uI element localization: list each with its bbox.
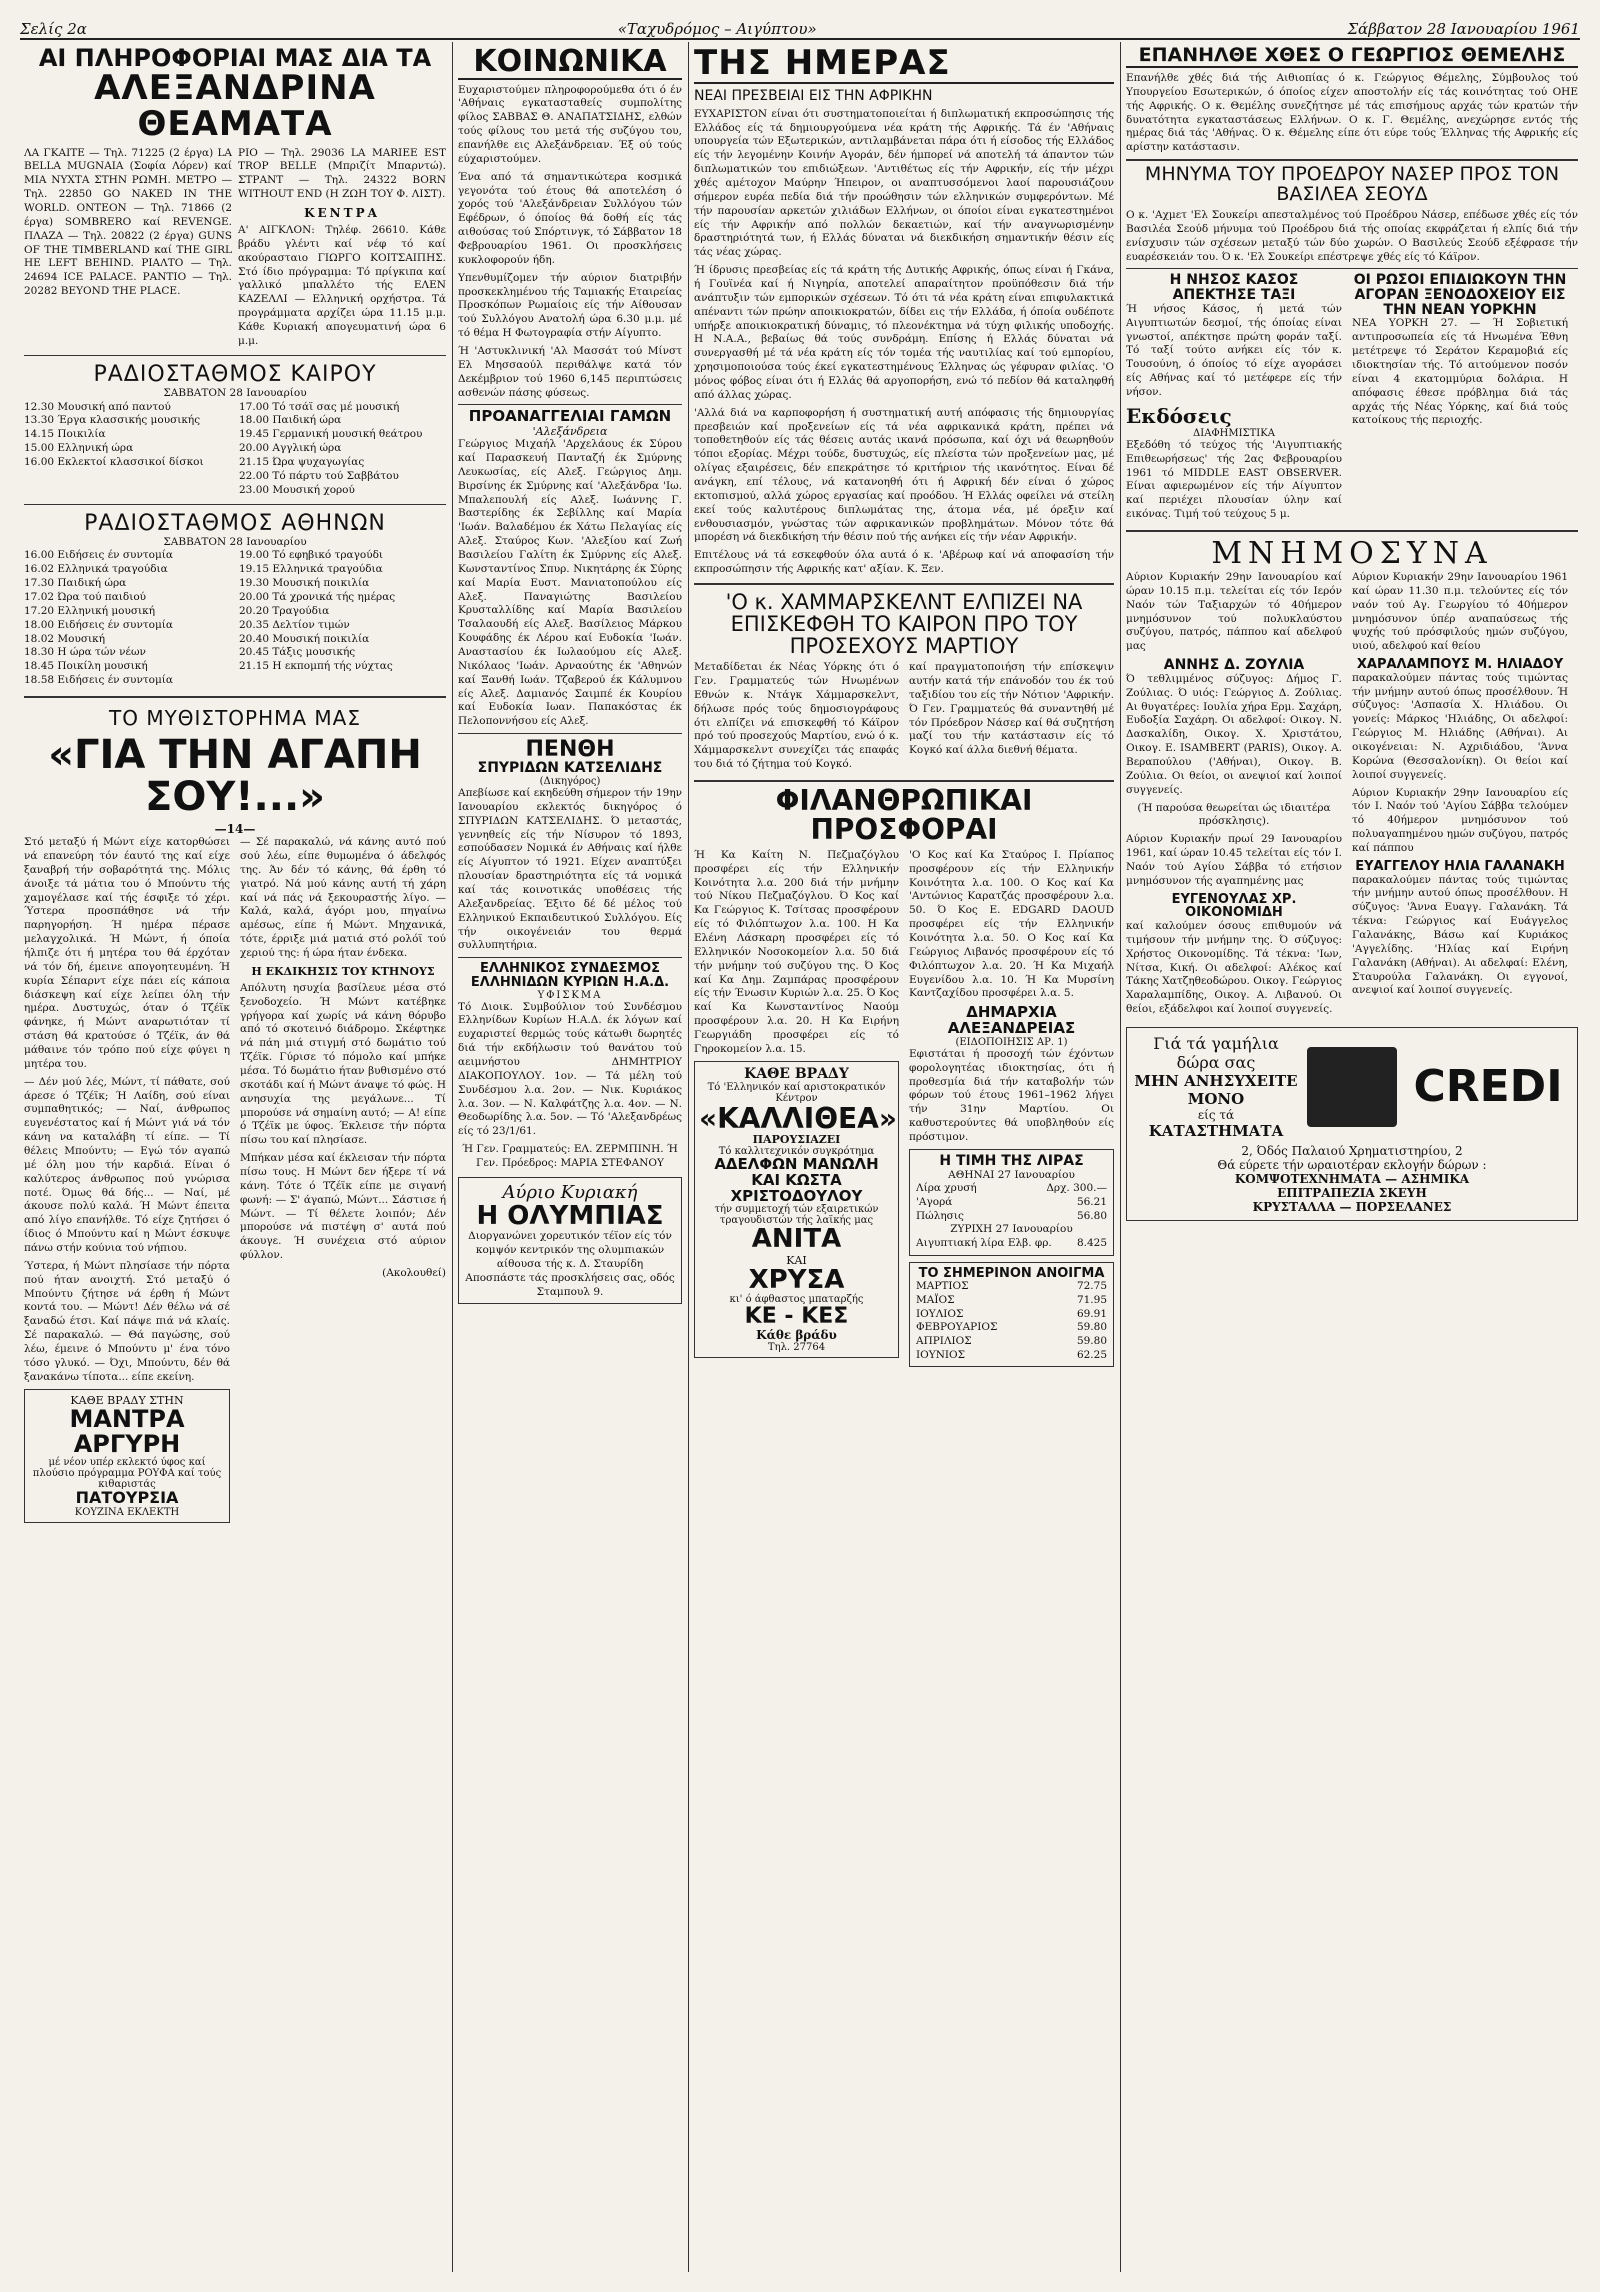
memorial-name: ΑΝΝΗΣ Δ. ΖΟΥΛΙΑ [1163, 657, 1305, 674]
table-row [914, 1349, 1109, 1363]
radio-program-item: 20.00 Αγγλική ώρα [239, 442, 342, 455]
novel-paragraph: Στό μεταξύ ή Μώντ είχε κατορθώσει νά επανεύρη τόν έαυτό της καί είχε ξαναβρή τήν σοβαρότητά της. Μόλις άνοιξε τά μάτια του ό Μπούντυ τής χαμογέλασε καί τής έσφιξε τό χέρι. Ύστερα προσπάθησε νά τήν παρηγορήση. Ή ημέρα πέρασε μελαγχολικά. Ή Μώντ, ή όποία ήλπιζε ότι ή μητέρα του θά έρχόταν νά τόν δή, έμεινε απογοητευμένη. Ή κυρία Σέπαρντ είχε πάει είς κάποια διάσκεψη καί είχε λείπει όλη τήν ημέρα. Δυστυχώς, όταν ό Τζέϊκ φάνηκε, ή Μώντ αναρωτιόταν τί στάση θά κρατούσε ό Τζέϊκ, άν θά μάθαινε τόν τρόπο πού είχε φύγει η μητέρα του. [24, 836, 230, 1070]
ad-address: 2, Όδός Παλαιού Χρηματιστηρίου, 2 [1241, 1143, 1463, 1158]
divider [694, 780, 1114, 782]
ad-text: ΕΠΙΤΡΑΠΕΖΙΑ ΣΚΕΥΗ [1277, 1185, 1427, 1200]
news-headline: 'Ο κ. ΧΑΜΜΑΡΣΚΕΛΝΤ ΕΛΠΙΖΕΙ ΝΑ ΕΠΙΣΚΕΦΘΗ ΤΟ ΚΑΙΡΟΝ ΠΡΟ ΤΟΥ ΠΡΟΣΕΧΟΥΣ ΜΑΡΤΙΟΥ [725, 590, 1083, 659]
memorial-name: ΕΥΓΕΝΟΥΛΑΣ ΧΡ. ΟΙΚΟΝΟΜΙΔΗ [1171, 891, 1297, 921]
radio-program-item: 21.15 Ώρα ψυχαγωγίας [239, 456, 365, 469]
row-label: ΑΠΡΙΛΙΟΣ [916, 1334, 972, 1347]
radio-program-item: 19.00 Τό εφηβικό τραγούδι [239, 549, 384, 562]
ad-singer: ΧΡΥΣΑ [748, 1264, 845, 1295]
news-headline: Η ΝΗΣΟΣ ΚΑΣΟΣ ΑΠΕΚΤΗΣΕ ΤΑΞΙ [1169, 272, 1299, 304]
editorial-paragraph: Επιτέλους νά τά εσκεφθούν όλα αυτά ό κ. 'Αβέρωφ καί νά αποφασίση τήν εκπροσώπησιν τής Αφρικής κατ' αξίαν. Κ. Ξεν. [694, 549, 1114, 576]
divider [24, 504, 446, 505]
novel-body [24, 836, 446, 1523]
radio-program-item: 19.45 Γερμανική μουσική θεάτρου [239, 428, 423, 441]
ad-text: είς τά [1197, 1107, 1235, 1122]
divider [694, 583, 1114, 585]
news-block [1126, 273, 1578, 526]
radio-cairo-left [24, 401, 231, 498]
table-row [914, 1182, 1109, 1196]
radio-program-item: 18.58 Ειδήσεις έν συντομία [24, 674, 173, 687]
radio-program-item: 16.00 Ειδήσεις έν συντομία [24, 549, 173, 562]
editorial-subheading: ΝΕΑΙ ΠΡΕΣΒΕΙΑΙ ΕΙΣ ΤΗΝ ΑΦΡΙΚΗΝ [694, 87, 933, 104]
page-number: Σελίς 2α [20, 20, 87, 38]
radio-program-item: 23.00 Μουσική χορού [239, 483, 355, 496]
column-rule [688, 42, 689, 2272]
novel-subheading: Η ΕΚΔΙΚΗΣΙΣ ΤΟΥ ΚΤΗΝΟΥΣ [251, 964, 435, 978]
ad-text: Τό καλλιτεχνικόν συγκρότημα [718, 1146, 875, 1158]
ad-text: ΚΡΥΣΤΑΛΛΑ — ΠΟΡΣΕΛΑΝΕΣ [1252, 1199, 1452, 1214]
cinema-listings [24, 147, 446, 349]
weddings-heading: ΠΡΟΑΝΑΓΓΕΛΙΑΙ ΓΑΜΩΝ [468, 407, 672, 426]
editorial-paragraph: 'Αλλά διά να καρποφορήση ή συστηματική αυτή απόφασις τής δημιουργίας πρεσβειών καί προξενείων είς τά νέα αφρικανικά κράτη, πρέπει νά τοποθετηθούν είς τάς θέσεις αυτάς ικανά πρόσωπα, καί όχι νά θεωρηθούν τόποι εξορίας. Μέχρι τούδε, δυστυχώς, είς πλείστα τών προξενείων μας, μέ ολίγας εξαιρέσεις, δέν επεκράτησε τό κριτήριον τής ικανότητος. Είναι δέ ανάγκη, επί τέλους, νά κατανοηθή ότι ή Αφρική δέν είναι ό χώρος εκτοπισμού, αλλά χώρος εργασίας καί προόδου. Ή Ελλάς οφείλει νά στείλη εκεί τούς καλυτέρους διπλωμάτας της, άτομα νέα, μέ όρεξιν καί ενθουσιασμόν, γνώστας τών αφρικανικών προβλημάτων. Μόνον τότε θά μπορέση νά διεκδικήση τήν θέσιν πού τής ανήκει είς τήν νέαν Αφρικήν. [694, 406, 1114, 544]
table-row [914, 1308, 1109, 1322]
radio-cairo-date: ΣΑΒΒΑΤΟΝ 28 Ιανουαρίου [163, 386, 307, 399]
novel-paragraph: Απόλυτη ησυχία βασίλευε μέσα στό ξενοδοχείο. Ή Μώντ κατέβηκε γρήγορα καί χωρίς νά κάνη θόρυβο από τό σκοτεινό διάδρομο. Σκέφτηκε νά πάη μιά στιγμή στό δωμάτιο τού Τζέϊκ. Γύρισε τό πόμολο καί μπήκε μέσα. Τό δωμάτιο ήταν βυθισμένο στό σκοτάδι καί ή Μώντ άναψε τό φώς. Η ανησυχία της μεγάλωνε... Τί μπορούσε νά σημαίνη αυτό; — Α! είπε ό Τζέϊκ με ύφος. Έκλεισε τήν πόρτα πίσω του καί πλησίασε. [240, 981, 446, 1147]
ad-text: μέ νέον υπέρ εκλεκτό ύφος καί πλούσιο πρόγραμμα ΡΟΥΦΑ καί τούς κιθαριστάς [32, 1456, 222, 1490]
ad-text: ΚΑΘΕ ΒΡΑΔΥ ΣΤΗΝ [70, 1393, 184, 1407]
novel-paragraph: — Δέν μού λές, Μώντ, τί πάθατε, σού άρεσε ό Τζέϊκ; Ή Λαίδη, σού είναι συμπαθητικός; — Ναί, άνθρωπος ευγενέστατος καί ή Μώντ γιά νά τόν κάνη να καταλάβη τί είπε. — Τί θέλεις Μπούντυ; — Εγώ τόν αγαπώ μέ όλη μου τήν καρδιά. Είναι ό καλύτερος άνθρωπος πού γνώρισα ποτέ. Όμως θά δής... — Ναί, μέ άκουσε πολύ καλά. Ή Μώντ έπειτα από λίγο επανήλθε. Τό είχε ζητήσει ό ίδιος ό Μπούντυ καί η Μώντ έσκυψε πάνω στήν κούνια τού νήπιου. [24, 1075, 230, 1254]
row-value: 59.80 [1076, 1321, 1107, 1334]
radio-program-item: 12.30 Μουσική από παντού [24, 400, 171, 413]
news-headline: ΕΠΑΝΗΛΘΕ ΧΘΕΣ Ο ΓΕΩΡΓΙΟΣ ΘΕΜΕΛΗΣ [1126, 46, 1578, 68]
kentra-heading: ΚΕΝΤΡΑ [304, 206, 380, 220]
ad-name: ΚΕ - ΚΕΣ [744, 1303, 849, 1329]
editorial-paragraph: ΕΥΧΑΡΙΣΤΟΝ είναι ότι συστηματοποιείται ή διπλωματική εκπροσώπησις τής Ελλάδος είς τά δημιουργούμενα νέα κράτη τής Αφρικής. Τά έν 'Αθήναις υπουργεία τών Εξωτερικών, αντιλαμβάνεται πάρα ότι ή είσοδος τής Ελλάδος είς τήν λεγομένην Κοινήν Αγοράν, δέν ήμπορεί νά αποτελή τά άπαντον τών διπλωματικών του επιδιώξεων. 'Αντιθέτως είς τήν Αφρικήν, είς τήν μέχρι χθές αμέτοχον Μαύρην Ήπειρον, οι αναπτυσσόμενοι λαοί παρουσιάζουν σήμερον ευρέα πεδία διά τήν προώθησιν τών ελληνικών συμφερόντων. Μέ τήν παρουσίαν αρκετών χιλιάδων Ελλήνων, οι όποίοι είναι εγκατεστημένοι είς τήν Αφρικήν από πολλών δεκαετιών, καί τήν αναγνωρισμένην δραστηριότητά των, ή Ελλάς δύναται νά διεκδικήση σημαντικήν θέσιν είς τάς νέας χώρας. [694, 107, 1114, 259]
row-value: 71.95 [1076, 1294, 1107, 1307]
row-label: Πώλησις [916, 1209, 964, 1222]
news-paragraph: Ο κ. 'Αχμετ 'Ελ Σουκείρι απεσταλμένος τού Προέδρου Νάσερ, επέδωσε χθές είς τόν Βασιλέα Σεούδ μήνυμα τού Προέδρου διά τής οποίας εκφράζεται ή ελπίς διά τήν ενίσχυσιν τών σχέσεων μεταξύ τών δύο χωρών. Ο Βασιλεύς Σεούδ εξέφρασε τήν ευαρέσκειάν του. Ό κ. 'Ελ Σουκείρι επέστρεψε χθές είς τό Κάϊρον. [1126, 208, 1578, 263]
editorial-paragraph: Ή ίδρυσις πρεσβείας είς τά κράτη τής Δυτικής Αφρικής, όπως είναι ή Γκάνα, ή Γουϊνέα καί ή Νιγηρία, αποτελεί απαραίτητον προϋπόθεσιν διά τήν ανάπτυξιν τών εμπορικών σχέσεων. Τό ότι τά νέα κράτη είναι επιφυλακτικά απέναντι τών πρώην αποικιοκρατών, δίδει εις τήν Ελλάδα, ή όποία ουδέποτε υπήρξε αποικιοκρατική δύναμις, τό πλεονέκτημα νά τύχη φιλικής υποδοχής. Η Ν.Α.Α., βεβαίως θά τούς συνδράμη. Επίσης ή Ελλάς δύναται νά συνεργασθή μέ τά νέα κράτη είς τόν τομέα τής ναυτιλίας καί τού εμπορίου, χρησιμοποιούσα τούς έκεί εγκατεστημένους Έλληνας ώς γέφυραν φιλίας. 'Ο μόνος φόβος είναι ότι ή Ελλάς θά αργοπορήση, ενώ τό πεδίον θά καταληφθή από άλλας χώρας. [694, 264, 1114, 401]
novel-section-title: ΤΟ ΜΥΘΙΣΤΟΡΗΜΑ ΜΑΣ [109, 706, 361, 731]
ad-kallithea [694, 1061, 899, 1358]
ad-text: Τηλ. 27764 [767, 1342, 826, 1354]
memorial-text: Αύριον Κυριακήν 29ην Ιανουαρίου 1961 καί ώραν 11.30 π.μ. τελούντες είς τόν ναόν τού Αγ. Γεωργίου τό 40ήμερον μνημόσυνον ύπέρ αναπαύσεως τής ψυχής τού πρόσφιλούς ημών συζύγου, υιού, αδελφού καί θείου [1352, 570, 1568, 653]
mourning-name: ΣΠΥΡΙΔΩΝ ΚΑΤΣΕΛΙΔΗΣ [477, 760, 663, 777]
memorials-heading: ΜΝΗΜΟΣΥΝΑ [1211, 535, 1493, 571]
radio-program-item: 18.02 Μουσική [24, 632, 105, 645]
radio-athens-schedule [24, 549, 446, 688]
ad-text: ΠΑΤΟΥΡΣΙΑ [75, 1487, 179, 1507]
ad-text: ΚΟΥΖΙΝΑ ΕΚΛΕΚΤΗ [74, 1506, 180, 1518]
decorative-image [1307, 1047, 1397, 1127]
column-rule [452, 42, 453, 2272]
radio-program-item: 13.30 Έργα κλασσικής μουσικής [24, 414, 201, 427]
novel-paragraph: Μπήκαν μέσα καί έκλεισαν τήν πόρτα πίσω τους. Η Μώντ δεν ήξερε τί νά κάνη. Τότε ό Τζέϊκ είπε με σιγανή φωνή: — Σ' άγαπώ, Μώντ... Σάστισε ή Μώντ. — Τί θέλετε λοιπόν; Δέν μπορούσε νά πιστέψη σ' αυτά πού άκουγε. Ή συνέχεια στό αύριον φύλλον. [240, 1152, 446, 1262]
divider [1126, 159, 1578, 161]
ad-text: ΚΑΤΑΣΤΗΜΑΤΑ [1148, 1121, 1284, 1140]
social-paragraph: Ένα από τά σημαντικώτερα κοσμικά γεγονότα τού έτους θά αποτελέση ό χορός τού 'Αλεξάνδρειαν Συλλόγου τών Εφέδρων, ό όποίος θά δοθή είς τάς αιθούσας τού Σπόρτινγκ, τό Σάββατον 18 Φεβρουαρίου 1961. Οι προσκλήσεις κυκλοφορούν ήδη. [458, 170, 682, 266]
news-headline: ΟΙ ΡΩΣΟΙ ΕΠΙΔΙΩΚΟΥΝ ΤΗΝ ΑΓΟΡΑΝ ΞΕΝΟΔΟΧΕΙΟΥ ΕΙΣ ΤΗΝ ΝΕΑΝ ΥΟΡΚΗΝ [1353, 272, 1567, 318]
ad-mantra-argyri [24, 1389, 230, 1523]
radio-cairo-right [239, 401, 446, 498]
row-value: 69.91 [1076, 1307, 1107, 1320]
association-sub: ΥΦΙΣΚΜΑ [537, 989, 603, 1001]
radio-athens-title: ΡΑΔΙΟΣΤΑΘΜΟΣ ΑΘΗΝΩΝ [84, 510, 386, 536]
radio-program-item: 22.00 Τό πάρτυ τού Σαββάτου [239, 469, 399, 482]
table-row [914, 1237, 1109, 1251]
row-value: 8.425 [1076, 1237, 1107, 1250]
philanthropy-paragraph: Ή Κα Καίτη Ν. Πεζμαζόγλου προσφέρει είς τήν Ελληνικήν Κοινότητα λ.α. 200 διά τήν μνήμην τού Νίκου Πεζμαζόγλου. Ό Κος καί Κα Γεώργιος Κ. Τσίτσας προσφέρουν είς τό Φιλόπτωχον λ.α. 100. Η Κα Ελένη Λάσκαρη προσφέρει είς τό Ελληνικόν Νοσοκομείον λ.α. 50 διά τήν μνήμην τού συζύγου της. Ό Κος καί Κα Δημ. Ζαμπάρας προσφέρουν είς τήν Ένωσιν Κυριών λ.α. 25. Ό Κος καί Κα Κωνσταντίνος Ναούμ προσφέρουν λ.α. 20. Η Κα Ειρήνη Γεωργιάδη προσφέρει είς τό Γηροκομείον λ.α. 15. [694, 848, 899, 1055]
memorials-body [1126, 571, 1578, 1021]
lira-athens: ΑΘΗΝΑΙ 27 Ιανουαρίου [948, 1168, 1075, 1181]
memorial-text: Αύριον Κυριακήν πρωί 29 Ιανουαρίου 1961, καί ώραν 10.45 τελείται είς τόν Ι. Ναόν τού Αγίου Σάββα τό ετήσιον μνημόσυνον τής αγαπημένης μας [1126, 833, 1342, 887]
publications-heading: Εκδόσεις [1126, 403, 1232, 428]
row-label: Αιγυπτιακή λίρα Ελβ. φρ. [916, 1237, 1052, 1250]
radio-cairo-schedule [24, 401, 446, 498]
page-header [20, 14, 1580, 40]
radio-program-item: 20.35 Δελτίον τιμών [239, 618, 350, 631]
municipality-sub: (ΕΙΔΟΠΟΙΗΣΙΣ ΑΡ. 1) [955, 1036, 1068, 1048]
radio-program-item: 18.00 Ειδήσεις έν συντομία [24, 618, 173, 631]
lira-table [914, 1237, 1109, 1251]
ad-text: Γιά τά γαμήλια δώρα σας [1153, 1033, 1279, 1072]
row-label: Λίρα χρυσή [916, 1182, 977, 1195]
divider [24, 355, 446, 356]
kentra-text: Α' ΑΙΓΚΛΟΝ: Τηλέφ. 26610. Κάθε βράδυ γλέντι καί νέφ τό καί ακούρασταιο ΓΙΩΡΓΟ ΚΟΙΤΣΑΙΠΗΣ. Στό ίδιο πρόγραμμα: Τό πρίγκιπα καί γαλλικό μπαλλέτο τής ΕΛΕΝ ΚΑΖΕΛΛΙ — Ελληνική ορχήστρα. Τά προγράμματα αρχίζει ώρα 11.15 μ.μ. Κάθε Κυριακή απογευματινή ώρα 6 μ.μ. [238, 224, 446, 347]
divider [1126, 268, 1578, 269]
divider [458, 733, 682, 734]
radio-athens-right [239, 549, 446, 688]
ad-text: Κάθε βράδυ [756, 1328, 837, 1343]
memorial-name: ΧΑΡΑΛΑΜΠΟΥΣ Μ. ΗΛΙΑΔΟΥ [1356, 657, 1564, 673]
ad-name: ΜΑΝΤΡΑ ΑΡΓΥΡΗ [69, 1404, 185, 1458]
cotton-table [914, 1280, 1109, 1362]
ad-text: κι' ό άφθαστος μπαταρζής [729, 1293, 864, 1305]
radio-program-item: 17.02 Ώρα τού παιδιού [24, 591, 147, 604]
mourning-heading: ΠΕΝΘΗ [525, 737, 615, 763]
ad-text: ΜΟΝΟ [1187, 1089, 1245, 1108]
column-rule [1120, 42, 1121, 2272]
ad-text: Αύριο Κυριακή [502, 1181, 638, 1203]
ad-text: ΠΑΡΟΥΣΙΑΖΕΙ [752, 1133, 841, 1147]
ad-text: Θά εύρετε τήν ωραιοτέραν εκλογήν δώρων : [1217, 1157, 1487, 1172]
social-paragraph: Ευχαριστούμεν πληροφορούμεθα ότι ό έν 'Αθήναις εγκατασταθείς συμπολίτης φίλος ΣΑΒΒΑΣ Θ. ΑΝΑΠΑΤΣΙΔΗΣ, ελθών τούς φίλους του μετά τής συζύγου του, επανήλθε εις Αλεξάνδρειαν. Έξ ού τούς εύχαριστούμεν. [458, 83, 682, 165]
memorial-text: Αύριον Κυριακήν 29ην Ιανουαρίου καί ώραν 10.15 π.μ. τελείται είς τόν Ιερόν Ναόν τών Ταξιαρχών τό 40ήμερον μνημόσυνον τού πολυκλαύστου συζύγου, πατρός, πάππου καί αδελφού μας [1126, 570, 1342, 653]
ad-text: τήν συμμετοχή τών εξαιρετικών τραγουδιστών τής λαϊκής μας [714, 1204, 879, 1227]
radio-program-item: 16.00 Εκλεκτοί κλασσικοί δίσκοι [24, 456, 204, 469]
row-value: 72.75 [1076, 1280, 1107, 1293]
novel-paragraph: Ύστερα, ή Μώντ πλησίασε τήν πόρτα πού ήταν ανοιχτή. Στό μεταξύ ό Μπούντυ ζήτησε νά έρθη ή Μώντ κοντά του. — Μώντ! Δέν θέλω νά σέ ξαναδώ έτσι. Καί πάψε πιά νά κλαίς. Σέ παρακαλώ. — Θά παγώσης, σού λέω, έμεινε ό Μπούντυ μ' ένα τόνο τόσο γλυκό. — Όχι, Μπούντυ, δέν θά ξανακάνω τίποτα... είπε εκείνη. [24, 1259, 230, 1383]
section-title: ΚΟΙΝΩΝΙΚΑ [458, 46, 682, 80]
radio-program-item: 18.00 Παιδική ώρα [239, 414, 342, 427]
ad-text: ΚΟΜΨΟΤΕΧΝΗΜΑΤΑ — ΑΣΗΜΙΚΑ [1234, 1171, 1470, 1186]
novel-part: —14— [214, 822, 256, 837]
novel-paragraph: — Σέ παρακαλώ, νά κάνης αυτό πού σού λέω, είπε θυμωμένα ό άδελφός της. Άν δέν τό κάνης, θά έρθη τό γιατρό. Νά μού κάνης αυτή τή χάρη καί νά πάς νά ξεκουραστής λίγο. — Καλά, καλά, άγόρι μου, πηγαίνω αμέσως, είπε ή Μώντ. Μηχανικά, τότε, έρριξε μιά ματιά στό ρολόϊ τού χεριού της: ή ώρα ήταν ένδεκα. [240, 836, 446, 959]
column-news-memorials [1126, 46, 1578, 2272]
row-label: ΦΕΒΡΟΥΑΡΙΟΣ [916, 1321, 998, 1334]
radio-program-item: 15.00 Ελληνική ώρα [24, 442, 134, 455]
radio-program-item: 17.30 Παιδική ώρα [24, 577, 127, 590]
news-paragraph: Επανήλθε χθές διά τής Αιθιοπίας ό κ. Γεώργιος Θέμελης, Σύμβουλος τού Υπουργείου Εσωτερικών, ό όποίος είχεν αποστολήν είς τάς κοινότητας τού ΟΗΕ τής Αφρικής. Ο κ. Θεμέλης συνεζήτησε μέ τάς επισήμους αρχάς τών κρατών τήν δυνατότητα εγκαταστάσεως Ελλήνων. Ο κ. Γ. Θεμέλης, ανεχώρησε εντός τής ημέρας διά τάς 'Αθήνας. Ό κ. Θέμελης είπε ότι εύρε τούς Έλληνας τής Αφρικής είς αρίστην κατάστασιν. [1126, 71, 1578, 154]
memorial-relatives: Ό τεθλιμμένος σύζυγος: Δήμος Γ. Ζούλιας. Ό υιός: Γεώργιος Δ. Ζούλιας. Αι θυγατέρες: Ιουλία χήρα Ερμ. Σαχάρη, Ευδοξία Σαχάρη. Οι αδελφοί: Οικογ. Ν. Δασκαλίδη, Οικογ. Χ. Χριστάτου, Οικογ. Ε. ISAMBERT (PARIS), Οικογ. Α. Βεραπούλου ('Αθήναι), Οικογ. Β. Ζούλια. Οι θείοι, οι ανεψιοί καί λοιποί συγγενείς. [1126, 672, 1342, 796]
cinema-list-left: ΛΑ ΓΚΑΙΤΕ — Τηλ. 71225 (2 έργα) LA BELLA MUGNAIA (Σοφία Λόρεν) καί ΜΙΑ ΝΥΧΤΑ ΣΤΗΝ ΡΩΜΗ. ΜΕΤΡΟ — Τηλ. 22850 GO NAKED IN THE WORLD. ΟΝΤΕΟΝ — Τηλ. 71866 (2 έργα) SOMBRERO καί REVENGE. ΠΛΑΖΑ — Τηλ. 20822 (2 έργα) GUNS OF THE TIMBERLAND καί THE GIRL HE LEFT BEHIND. ΡΙΑΛΤΟ — Τηλ. 24694 ICE PALACE. ΡΑΝΤΙΟ — Τηλ. 20282 BEYOND THE PLACE. [24, 146, 232, 298]
memorial-name: ΕΥΑΓΓΕΛΟΥ ΗΛΙΑ ΓΑΛΑΝΑΚΗ [1355, 858, 1565, 874]
ad-text: ΚΑΙ [786, 1253, 807, 1267]
novel-continues: (Ακολουθεί) [382, 1266, 446, 1279]
ad-name: «ΚΑΛΛΙΘΕΑ» [699, 1101, 897, 1135]
radio-program-item: 20.00 Τά χρονικά τής ημέρας [239, 591, 396, 604]
radio-program-item: 16.02 Ελληνικά τραγούδια [24, 563, 168, 576]
lira-heading: Η ΤΙΜΗ ΤΗΣ ΛΙΡΑΣ [939, 1152, 1084, 1169]
memorial-relatives: παρακαλούμεν πάντας τούς τιμώντας τήν μνήμην αυτού όπως προσέλθουν. Ή σύζυγος: 'Ασπασία Χ. Ηλιάδου. Οι γονείς: Μάρκος 'Ηλιάδης, Οι αδελφοί: Γεώργιος Μ. Ηλιάδης (Αθήναι). Αι οικογένειαι: Ν. Αχριδιάδου, 'Άννα Κορώνα (Θεσσαλονίκη). Οι θείοι καί λοιποί συγγενείς. [1352, 671, 1568, 781]
cotton-heading: ΤΟ ΣΗΜΕΡΙΝΟΝ ΑΝΟΙΓΜΑ [918, 1265, 1105, 1281]
radio-program-item: 14.15 Ποικιλία [24, 428, 106, 441]
philanthropy-body [694, 849, 1114, 1367]
table-row [914, 1280, 1109, 1294]
table-row [914, 1210, 1109, 1224]
cinema-list-right: ΡΙΟ — Τηλ. 29036 LA MARIEE EST TROP BELLE (Μπριζίτ Μπαρντώ). ΣΤΡΑΝΤ — Τηλ. 24322 BORN WITHOUT END (Η ΖΩΗ ΤΟΥ Φ. ΛΙΣΤ). [238, 146, 446, 201]
section-title: ΑΙ ΠΛΗΡΟΦΟΡΙΑΙ ΜΑΣ ΔΙΑ ΤΑ [38, 46, 432, 72]
memorial-relatives: παρακαλούμεν πάντας τούς τιμώντας τήν μνήμην αυτού όπως προσέλθουν. Η σύζυγος: 'Άννα Ευαγγ. Γαλανάκη. Τά τέκνα: Γεώργιος καί Ευάγγελος Γαλανάκης, Βάσω καί Κυριάκος 'Αγγελίδης. 'Ηλίας καί Ειρήνη Γαλανάκη (Αθήναι). Αι αδελφαί: Ελένη, Σταυρούλα Γαλανάκη. Οι εγγονοί, ανεψιοί καί λοιποί συγγενείς. [1352, 873, 1568, 997]
mourning-sub: (Δικηγόρος) [539, 775, 601, 787]
row-label: 'Αγορά [916, 1196, 953, 1208]
row-value: 59.80 [1076, 1334, 1107, 1347]
memorial-relatives: καί καλούμεν όσους επιθυμούν νά τιμήσουν τήν μνήμην της. Ό σύζυγος: Χρήστος Οικονομίδης. Τά τέκνα: 'Ιων, Νίτσα, Κική. Οι αδελφοί: Αλέκος καί Τάκης Χατζηθεοδώρου. Οικογ. Γεώργιος Χαραλαμπίδης, Οικογ. Α. Λιβανού. Οι θείοι, εξάδελφοι καί λοιποί συγγενείς. [1126, 919, 1342, 1016]
divider [458, 404, 682, 405]
municipality-text: Εφιστάται ή προσοχή τών έχόντων φορολογητέας ιδιοκτησίας, ότι ή προθεσμία διά τήν καταβολήν τών φόρων τού έτους 1961–1962 λήγει τήν 31ην Μαρτίου. Οι καθυστερούντες θά υποβληθούν είς πρόστιμον. [909, 1047, 1114, 1143]
news-headline: ΜΗΝΥΜΑ ΤΟΥ ΠΡΟΕΔΡΟΥ ΝΑΣΕΡ ΠΡΟΣ ΤΟΝ ΒΑΣΙΛΕΑ ΣΕΟΥΔ [1144, 163, 1560, 206]
news-paragraph: ΝΕΑ ΥΟΡΚΗ 27. — Ή Σοβιετική αντιπροσωπεία είς τά Ηνωμένα Έθνη μετέτρεψε τό Σεράτον Κεραμοβιά είς ιδιοκτησίαν τής. Τό αιτούμενον ποσόν είναι 4 εκατομμύρια δολάρια. Η απόφασις έθεσε πρόβλημα διά τάς αρχάς τής Νέας Υόρκης, καί διά τούς κατοίκους τής περιοχής. [1352, 317, 1568, 427]
municipality-heading: ΔΗΜΑΡΧΙΑ ΑΛΕΞΑΝΔΡΕΙΑΣ [947, 1003, 1076, 1038]
divider [24, 696, 446, 698]
radio-program-item: 21.15 Η εκπομπή τής νύχτας [239, 660, 393, 673]
section-title: ΤΗΣ ΗΜΕΡΑΣ [694, 46, 1114, 84]
ad-artists: ΑΔΕΛΦΩΝ ΜΑΝΩΛΗ ΚΑΙ ΚΩΣΤΑ ΧΡΙΣΤΟΔΟΥΛΟΥ [714, 1155, 879, 1205]
row-value: 56.80 [1076, 1209, 1107, 1222]
ad-text: Τό 'Ελληνικόν καί αριστοκρατικόν Κέντρον [707, 1081, 886, 1104]
row-value: 62.25 [1076, 1348, 1107, 1361]
lira-box [909, 1149, 1114, 1256]
news-paragraph: καί πραγματοποιήση τήν επίσκεψιν αυτήν κατά τήν επάνοδόν του έκ τού ταξιδίου του είς τήν Νότιον 'Αφρικήν. Ό Γεν. Γραμματεύς θά συναντηθή μέ τόν Πρόεδρον Νάσερ καί θά συζητήση μαζί του τήν κατάστασιν είς τό Κογκό καί άλλα διεθνή θέματα. [909, 661, 1114, 757]
weddings-subheading: 'Αλεξάνδρεια [532, 425, 608, 439]
philanthropy-headline: ΦΙΛΑΝΘΡΩΠΙΚΑΙ ΠΡΟΣΦΟΡΑΙ [775, 784, 1033, 847]
table-row [914, 1335, 1109, 1349]
row-label: ΙΟΥΛΙΟΣ [916, 1307, 964, 1320]
association-signatures: Ή Γεν. Γραμματεύς: ΕΛ. ΖΕΡΜΠΙΝΗ. Ή Γεν. Πρόεδρος: ΜΑΡΙΑ ΣΤΕΦΑΝΟΥ [462, 1143, 678, 1170]
mourning-text: Απεβίωσε καί εκηδεύθη σήμερον τήν 19ην Ιανουαρίου εκλεκτός δικηγόρος ό ΣΠΥΡΙΔΩΝ ΚΑΤΣΕΛΙΔΗΣ. Ό μεταστάς, γεννηθείς είς τήν Νίσυρον τό 1893, εσπούδασεν Νομικά έν Αθήναις καί ήλθε είς Αίγυπτον τό 1921. Είχεν αναπτύξει πλουσίαν δραστηριότητα είς τά νομικά καί τάς κοινοτικάς υποθέσεις τής Αλεξανδρείας. Έξιτο δέ δέ μέλος τού Ελληνικού Εκπαιδευτικού Συλλόγου. Είς τήν οικογένειάν του θερμά συλλυπητήρια. [458, 786, 682, 952]
ad-credi [1126, 1027, 1578, 1221]
news-paragraph: Μεταδίδεται έκ Νέας Υόρκης ότι ό Γεν. Γραμματεύς τών Ηνωμένων Εθνών κ. Ντάγκ Χάμμαρσκελντ, δήλωσε πρός τούς δημοσιογράφους ότι ελπίζει νά επισκεφθή τό Κάϊρον πρό τού προσεχούς Μαρτίου, ενώ ό κ. Χάμμαρσκελντ συνεχίζει τάς επαφάς του διά τό ζήτημα τού Κογκό. [694, 661, 899, 771]
novel-title: «ΓΙΑ ΤΗΝ ΑΓΑΠΗ ΣΟΥ!...» [48, 732, 422, 821]
radio-program-item: 19.15 Ελληνικά τραγούδια [239, 563, 383, 576]
ad-text: Αποσπάστε τάς προσκλήσεις σας, οδός Σταμπουλ 9. [465, 1271, 675, 1298]
radio-athens-date: ΣΑΒΒΑΤΟΝ 28 Ιανουαρίου [163, 535, 307, 548]
publications-sub: ΔΙΑΦΗΜΙΣΤΙΚΑ [1193, 427, 1275, 439]
news-paragraph: Ή νήσος Κάσος, ή μετά τών Αιγυπτιωτών δεσμοί, τής όποίας είναι γνωστοί, απέκτησε πρώτη φοράν ταξί. Τό ταξί τούτο ανήκει είς τόν κ. Τουσούνη, ό όποίος τό είχε αγοράσει είς Αθήνας καί τό μετέφερε είς τήν νήσον. [1126, 302, 1342, 398]
ad-olympias [458, 1177, 682, 1305]
issue-date: Σάββατον 28 Ιανουαρίου 1961 [1347, 20, 1580, 38]
radio-program-item: 18.45 Ποικίλη μουσική [24, 660, 148, 673]
ad-text: ΚΑΘΕ ΒΡΑΔΥ [744, 1065, 849, 1082]
column-of-the-day [694, 46, 1114, 2272]
lira-zurich: ΖΥΡΙΧΗ 27 Ιανουαρίου [950, 1223, 1073, 1236]
lira-table [914, 1182, 1109, 1223]
radio-program-item: 20.20 Τραγούδια [239, 604, 330, 617]
radio-program-item: 17.20 Ελληνική μουσική [24, 604, 156, 617]
ad-name: CREDI [1413, 1060, 1563, 1112]
cotton-box [909, 1262, 1114, 1367]
memorial-note: (Ή παρούσα θεωρείται ώς ιδιαιτέρα πρόσκλησις). [1137, 801, 1331, 828]
news-body [694, 661, 1114, 776]
social-paragraph: Ή 'Αστυκλινική 'Αλ Μασσάτ τού Μίνστ Ελ Μησσαούλ περιθάλψε κατά τόν Δεκέμβριον τού 1960 6,145 περιπτώσεις ασθενών πάσης φύσεως. [458, 344, 682, 399]
row-value: 56.21 [1076, 1196, 1107, 1208]
ad-singer: ΑΝΙΤΑ [751, 1224, 842, 1255]
social-paragraph: Υπενθυμίζομεν τήν αύριον διατριβήν προσκεκλημένου τής Ταμιακής Εταιρείας Προσκόπων Ρωμαίοις είς τήν Αίθουσαν τού Συλλόγου Ανατολή ώρα 6.30 μ.μ. μέ τό θέμα Η Φωτογραφία στήν Αίγυπτο. [458, 271, 682, 340]
radio-program-item: 17.00 Τό τσάϊ σας μέ μουσική [239, 400, 400, 413]
ad-text: Διοργανώνει χορευτικόν τέϊον είς τόν κομψόν κεντρικόν της ολυμπιακών αίθουσα τής κ. Δ. Σταυρίδη [468, 1230, 672, 1270]
radio-program-item: 20.40 Μουσική ποικιλία [239, 632, 370, 645]
table-row [914, 1321, 1109, 1335]
section-title: ΑΛΕΞΑΝΔΡΙΝΑ ΘΕΑΜΑΤΑ [94, 68, 376, 144]
memorial-text: Αύριον Κυριακήν 29ην Ιανουαρίου είς τόν Ι. Ναόν τού 'Αγίου Σάββα τελούμεν τό 40ήμερον μνημόσυνον τού πολυαγαπημένου ημών συζύγου, πατρός καί πάππου [1352, 786, 1568, 855]
publications-text: Εξεδόθη τό τεύχος τής 'Αιγυπτιακής Επιθεωρήσεως' τής 2ας Φεβρουαρίου 1961 τό MIDDLE EAST OBSERVER. Είναι αφιερωμένον είς τήν Αίγυπτον καί περιέχει πλουσίαν ύλην καί εικόνας. Τιμή τού τεύχους 5 μ. [1126, 438, 1342, 521]
philanthropy-paragraph: 'Ο Κος καί Κα Σταύρος Ι. Πρίαπος προσφέρουν είς τήν Ελληνικήν Κοινότητα λ.α. 100. Ο Κος καί Κα 'Αντώνιος Καρατζάς προσφέρουν λ.α. 50. Ό Κος E. EDGARD DAOUD προσφέρει είς τήν Ελληνικήν Κοινότητα λ.α. 50. Ο Κος καί Κα Γεώργιος Λιβανός προσφέρουν είς τό Φιλόπτωχον λ.α. 20. Ή Κα Μιχαήλ Ευγενίδου λ.α. 10. Ή Κα Μυρσίνη Καντζαχίδου προσφέρει λ.α. 5. [909, 848, 1114, 1000]
column-entertainment [24, 46, 446, 2272]
row-label: ΜΑΡΤΙΟΣ [916, 1280, 969, 1293]
weddings-text: Γεώργιος Μιχαήλ 'Αρχελάους έκ Σύρου καί Παρασκευή Πανταζή έκ Σμύρνης Λευκωσίας, είς Αλεξ. Γεώργιος Δημ. Βιρσίνης έκ Σμύρνης καί 'Αλεξάνδρα 'Ιω. Μπαλεπουλή είς Αλεξ. Ιωάννης Γ. Βαστερίδης έκ Σεβίλλης καί Μαρία 'Ιωάν. Βαλαδέμου έκ Χάτω Πελαγίας είς Αλεξ. Σταύρος Κων. 'Αλεξίου καί Ζωή Βασιλείου Γαλίτη έκ Σμύρνης είς Αλεξ. Κωνσταντίνος Σπυρ. Νικητάρης έκ Σύρης καί Μαρία Ευστ. Μανιατοπούλου είς Αλεξ. Παναγιώτης Βασιλείου Κρυσταλλίδης καί Μαρία Βασιλείου Τσαλαουδή είς Αλεξ. Βασίλειος Μάρκου Κουφάδης έκ Λέρου καί Ευδοκία 'Ιωάν. Αναστασίου έκ Ιωλαούμου είς Αλεξ. Νικόλαος 'Ιωάν. Αρναούτης έκ 'Αθηνών καί Ξανθή Ιωάν. Τζαβερού έκ Κάλυμνου είς Αλεξ. Δαμιανός Σαιμπέ έκ Κουρίου καί Ευδοκία Ιωαν. Παπακόστας έκ Πελοποννήσου είς Αλεξ. [458, 438, 682, 728]
radio-athens-left [24, 549, 231, 688]
row-value: Δρχ. 300.— [1046, 1182, 1107, 1195]
divider [1126, 530, 1578, 532]
row-label: ΙΟΥΝΙΟΣ [916, 1348, 966, 1361]
radio-cairo-title: ΡΑΔΙΟΣΤΑΘΜΟΣ ΚΑΙΡΟΥ [93, 361, 377, 387]
radio-program-item: 19.30 Μουσική ποικιλία [239, 577, 370, 590]
table-row [914, 1294, 1109, 1308]
association-text: Τό Διοικ. Συμβούλιον τού Συνδέσμου Ελληνίδων Κυρίων Η.Α.Δ. έκ λόγων καί ευχαριστεί θερμώς τούς κάτωθι δωρητές διά τήν εκδήλωσιν τού θανάτου τού αειμνήστου ΔΗΜΗΤΡΙΟΥ ΔΙΑΚΟΠΟΥΛΟΥ. 1ον. — Τά μέλη τού Συνδέσμου λ.α. 2ον. — Νικ. Κυριάκος λ.α. 3ον. — Ν. Καλφάτζης λ.α. 4ον. — Ν. Θεοδωρίδης λ.α. 5ον. — Τό 'Αλεξανδρέως είς τό 23/1/61. [458, 1000, 682, 1138]
ad-text: ΜΗΝ ΑΝΗΣΥΧΕΙΤΕ [1134, 1071, 1298, 1090]
divider [458, 957, 682, 958]
radio-program-item: 20.45 Τάξις μουσικής [239, 646, 356, 659]
row-label: ΜΑΪΟΣ [916, 1294, 955, 1307]
column-social [458, 46, 682, 2272]
newspaper-name: «Ταχυδρόμος – Αιγύπτου» [617, 20, 817, 38]
association-title: ΕΛΛΗΝΙΚΟΣ ΣΥΝΔΕΣΜΟΣ ΕΛΛΗΝΙΔΩΝ ΚΥΡΙΩΝ Η.Α.Δ. [470, 961, 670, 990]
ad-name: Η ΟΛΥΜΠΙΑΣ [476, 1200, 664, 1231]
radio-program-item: 18.30 Η ώρα τών νέων [24, 646, 146, 659]
table-row [914, 1196, 1109, 1210]
